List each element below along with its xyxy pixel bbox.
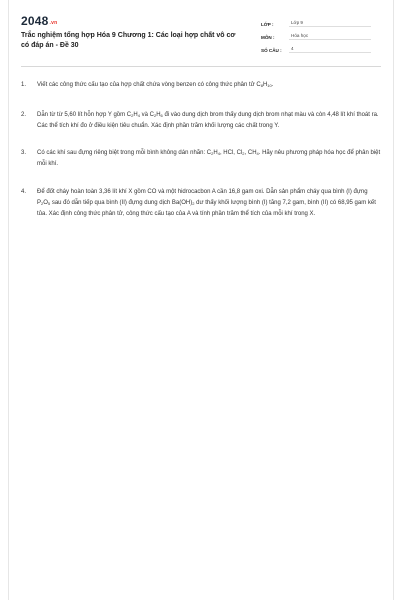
question-item	[21, 80, 381, 91]
question-number: 4.	[21, 189, 27, 195]
logo-suffix: .vn	[49, 20, 58, 26]
question-text: Có các khí sau đựng riêng biệt trong mỗi bình không dán nhãn: $C_2H_4$, HCl, $Cl_2$, $CH_4$. Hãy nêu phương pháp hóa học để phân biệt mỗi khí.	[37, 150, 381, 167]
header-divider	[21, 66, 381, 67]
question-number: 3.	[21, 150, 27, 156]
meta-info	[261, 14, 371, 53]
question-item	[21, 148, 381, 170]
document-header	[21, 14, 381, 53]
question-item	[21, 110, 381, 132]
question-number: 1.	[21, 82, 27, 88]
meta-label-grade: LỚP :	[261, 22, 274, 27]
question-text: Để đốt cháy hoàn toàn 3,36 lít khí X gồm CO và một hidrocacbon A cần 16,8 gam oxi. Dẫn sản phẩm cháy qua bình (I) đựng $P_2O_5$ sau đó dẫn tiếp qua bình (II) đựng dung dịch $Ba(OH)_2$ dư thấy khối lượng bình (I) tăng 7,2 gam, bình (II) có 68,95 gam kết tủa. Xác định công thức phân tử, công thức cấu tạo của A và tính phần trăm thể tích của mỗi khí trong X.	[37, 189, 376, 217]
meta-value-count: 4	[289, 46, 371, 53]
meta-row-count	[261, 40, 371, 53]
question-list	[21, 80, 381, 220]
question-text: Viết các công thức cấu tạo của hợp chất chứa vòng benzen có công thức phân tử $C_8H_{10}$.	[37, 82, 274, 88]
logo-text: 2048	[21, 14, 49, 28]
question-number: 2.	[21, 112, 27, 118]
question-text: Dẫn từ từ 5,60 lít hỗn hợp Y gồm $C_2H_4$ và $C_2H_6$ đi vào dung dịch brom thấy dung dịch brom nhạt màu và còn 4,48 lít khí thoát ra. Các thể tích khí đo ở điều kiện tiêu chuẩn. Xác định phần trăm khối lượng các chất trong Y.	[37, 112, 379, 129]
page-title: Trắc nghiệm tổng hợp Hóa 9 Chương 1: Các loại hợp chất vô cơ có đáp án - Đề 30	[21, 32, 236, 49]
meta-value-grade: Lớp 9	[289, 20, 371, 27]
meta-label-subject: MÔN :	[261, 35, 275, 40]
meta-row-subject	[261, 27, 371, 40]
meta-label-count: SỐ CÂU :	[261, 48, 282, 53]
document-page	[8, 0, 394, 600]
question-item	[21, 187, 381, 220]
meta-value-subject: Hóa học	[289, 33, 371, 40]
meta-row-grade	[261, 14, 371, 27]
